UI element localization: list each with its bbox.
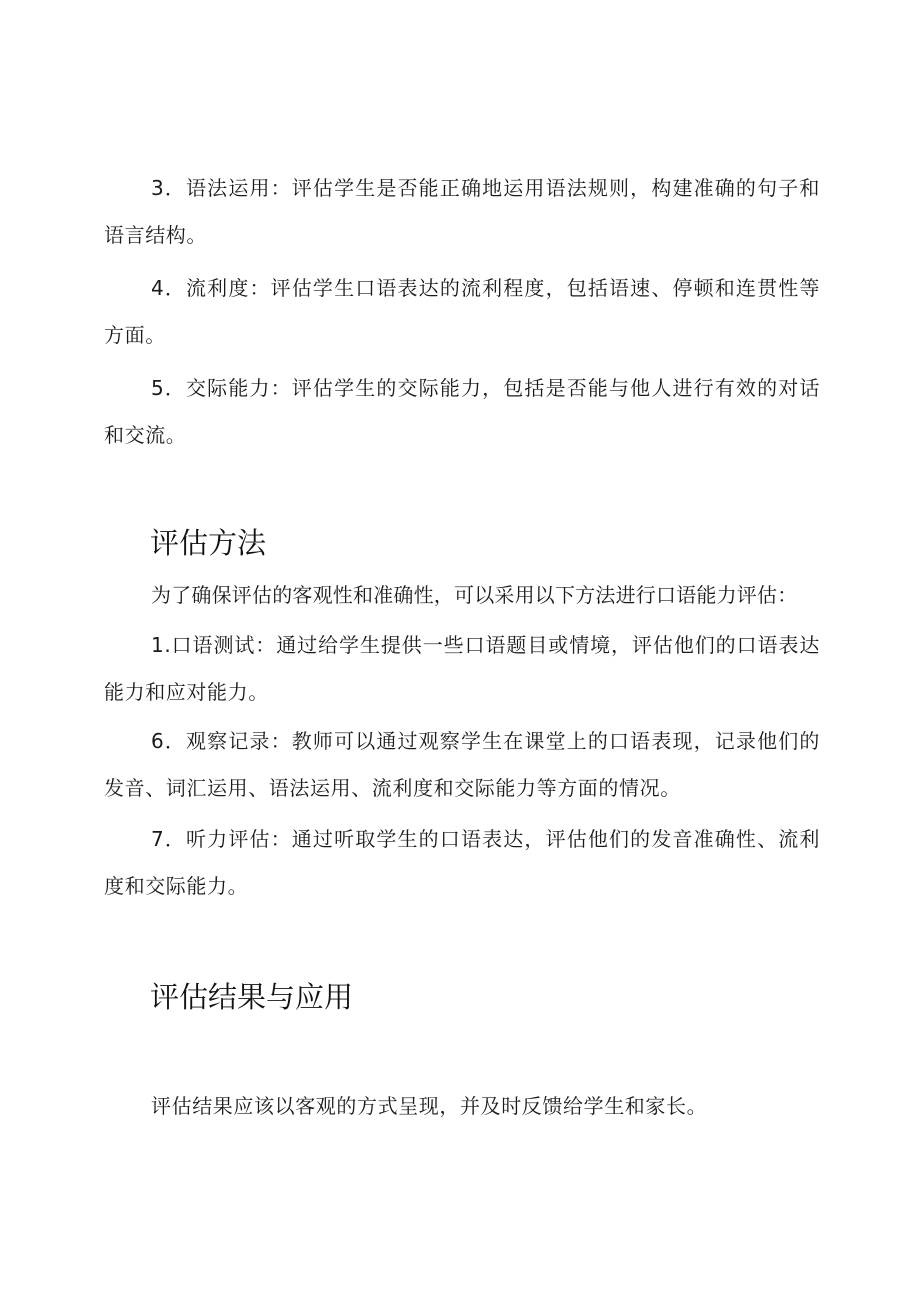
item-grammar: 3．语法运用：评估学生是否能正确地运用语法规则，构建准确的句子和语言结构。 — [104, 176, 820, 247]
method-oral-test: 1.口语测试：通过给学生提供一些口语题目或情境，评估他们的口语表达能力和应对能力。 — [104, 633, 820, 704]
results-body: 评估结果应该以客观的方式呈现，并及时反馈给学生和家长。 — [151, 1094, 708, 1118]
methods-intro: 为了确保评估的客观性和准确性，可以采用以下方法进行口语能力评估： — [151, 583, 798, 607]
heading-methods: 评估方法 — [150, 526, 267, 560]
heading-results: 评估结果与应用 — [150, 980, 354, 1014]
item-communication: 5．交际能力：评估学生的交际能力，包括是否能与他人进行有效的对话和交流。 — [104, 376, 820, 447]
item-fluency: 4．流利度：评估学生口语表达的流利程度，包括语速、停顿和连贯性等方面。 — [104, 276, 820, 347]
method-listening: 7．听力评估：通过听取学生的口语表达，评估他们的发音准确性、流利度和交际能力。 — [104, 827, 820, 898]
method-observation: 6．观察记录：教师可以通过观察学生在课堂上的口语表现，记录他们的发音、词汇运用、语法运用、流利度和交际能力等方面的情况。 — [104, 729, 820, 800]
